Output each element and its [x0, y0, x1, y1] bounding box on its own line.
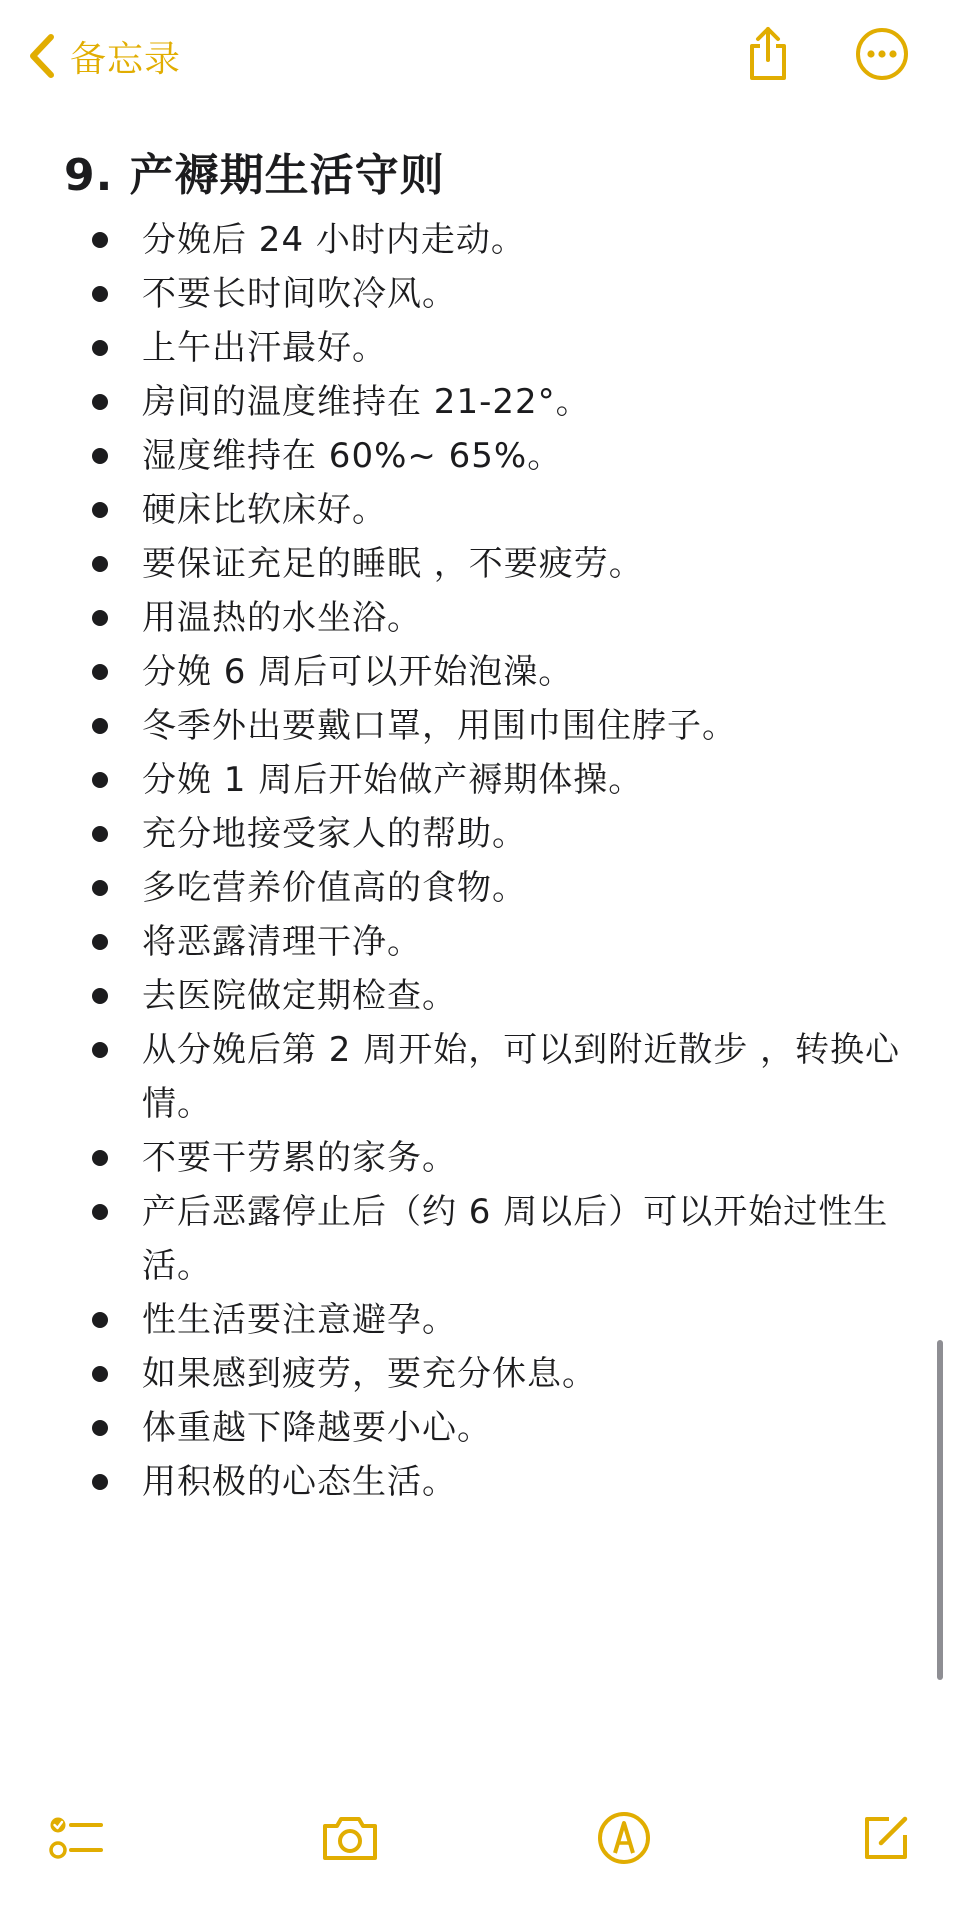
list-item-text: 要保证充足的睡眠 ，不要疲劳。: [142, 544, 644, 584]
bullet-icon: [92, 664, 108, 680]
note-body[interactable]: [64, 145, 904, 1509]
camera-icon: [320, 1814, 380, 1866]
bullet-icon: [92, 448, 108, 464]
list-item: [64, 1455, 904, 1509]
bullet-icon: [92, 826, 108, 842]
list-item: [64, 969, 904, 1023]
list-item-text: 体重越下降越要小心。: [142, 1408, 492, 1448]
list-item: [64, 1131, 904, 1185]
list-item-text: 不要干劳累的家务。: [142, 1138, 457, 1178]
bullet-icon: [92, 880, 108, 896]
list-item-text: 不要长时间吹冷风。: [142, 274, 457, 314]
list-item-text: 硬床比软床好。: [142, 490, 387, 530]
list-item: [64, 1347, 904, 1401]
share-button[interactable]: [736, 24, 800, 88]
list-item-text: 用积极的心态生活。: [142, 1462, 457, 1502]
back-label: 备忘录: [70, 38, 182, 80]
bottom-toolbar: [0, 1800, 964, 1880]
list-item: [64, 537, 904, 591]
list-item-text: 湿度维持在 60%~ 65%。: [142, 436, 563, 476]
list-item: [64, 213, 904, 267]
list-item-text: 多吃营养价值高的食物。: [142, 868, 527, 908]
compose-button[interactable]: [846, 1800, 926, 1880]
bullet-icon: [92, 1366, 108, 1382]
list-item-text: 分娩后 24 小时内走动。: [142, 220, 526, 260]
bullet-icon: [92, 1150, 108, 1166]
list-item: [64, 915, 904, 969]
navigation-bar: [0, 0, 964, 110]
list-item-text: 房间的温度维持在 21-22°。: [142, 382, 591, 422]
list-item-text: 将恶露清理干净。: [142, 922, 422, 962]
list-item-text: 分娩 6 周后可以开始泡澡。: [142, 652, 574, 692]
markup-button[interactable]: [584, 1800, 664, 1880]
bullet-icon: [92, 988, 108, 1004]
list-item: [64, 591, 904, 645]
bullet-icon: [92, 556, 108, 572]
more-icon: [855, 27, 909, 85]
bullet-icon: [92, 286, 108, 302]
list-item-text: 如果感到疲劳，要充分休息。: [142, 1354, 597, 1394]
share-icon: [745, 26, 791, 86]
list-item: [64, 699, 904, 753]
list-item-text: 去医院做定期检查。: [142, 976, 457, 1016]
list-item-text: 冬季外出要戴口罩，用围巾围住脖子。: [142, 706, 737, 746]
chevron-left-icon: [22, 32, 62, 80]
list-item: [64, 267, 904, 321]
bullet-icon: [92, 1204, 108, 1220]
list-item: [64, 861, 904, 915]
list-item-text: 性生活要注意避孕。: [142, 1300, 457, 1340]
list-item-text: 分娩 1 周后开始做产褥期体操。: [142, 760, 644, 800]
bullet-icon: [92, 1312, 108, 1328]
list-item: [64, 1401, 904, 1455]
list-item: [64, 375, 904, 429]
list-item: [64, 753, 904, 807]
bullet-icon: [92, 610, 108, 626]
checklist-icon: [49, 1813, 103, 1867]
bullet-icon: [92, 1474, 108, 1490]
checklist-button[interactable]: [36, 1800, 116, 1880]
scroll-indicator[interactable]: [937, 1340, 943, 1680]
list-item-text: 用温热的水坐浴。: [142, 598, 422, 638]
bullet-icon: [92, 340, 108, 356]
list-item: [64, 1293, 904, 1347]
bullet-icon: [92, 232, 108, 248]
note-title: 9. 产褥期生活守则: [64, 150, 445, 201]
bullet-list: [64, 213, 904, 1509]
list-item: [64, 429, 904, 483]
list-item: [64, 807, 904, 861]
list-item-text: 从分娩后第 2 周开始，可以到附近散步 ，转换心情。: [142, 1030, 901, 1124]
bullet-icon: [92, 502, 108, 518]
compose-icon: [859, 1811, 913, 1869]
back-button[interactable]: [22, 28, 181, 84]
list-item: [64, 321, 904, 375]
bullet-icon: [92, 394, 108, 410]
bullet-icon: [92, 1042, 108, 1058]
list-item-text: 充分地接受家人的帮助。: [142, 814, 527, 854]
list-item-text: 上午出汗最好。: [142, 328, 387, 368]
more-button[interactable]: [850, 24, 914, 88]
bullet-icon: [92, 718, 108, 734]
list-item: [64, 1023, 904, 1131]
bullet-icon: [92, 1420, 108, 1436]
list-item: [64, 483, 904, 537]
list-item: [64, 645, 904, 699]
markup-icon: [597, 1811, 651, 1869]
list-item-text: 产后恶露停止后（约 6 周以后）可以开始过性生活。: [142, 1192, 889, 1286]
list-item: [64, 1185, 904, 1293]
camera-button[interactable]: [310, 1800, 390, 1880]
bullet-icon: [92, 772, 108, 788]
bullet-icon: [92, 934, 108, 950]
